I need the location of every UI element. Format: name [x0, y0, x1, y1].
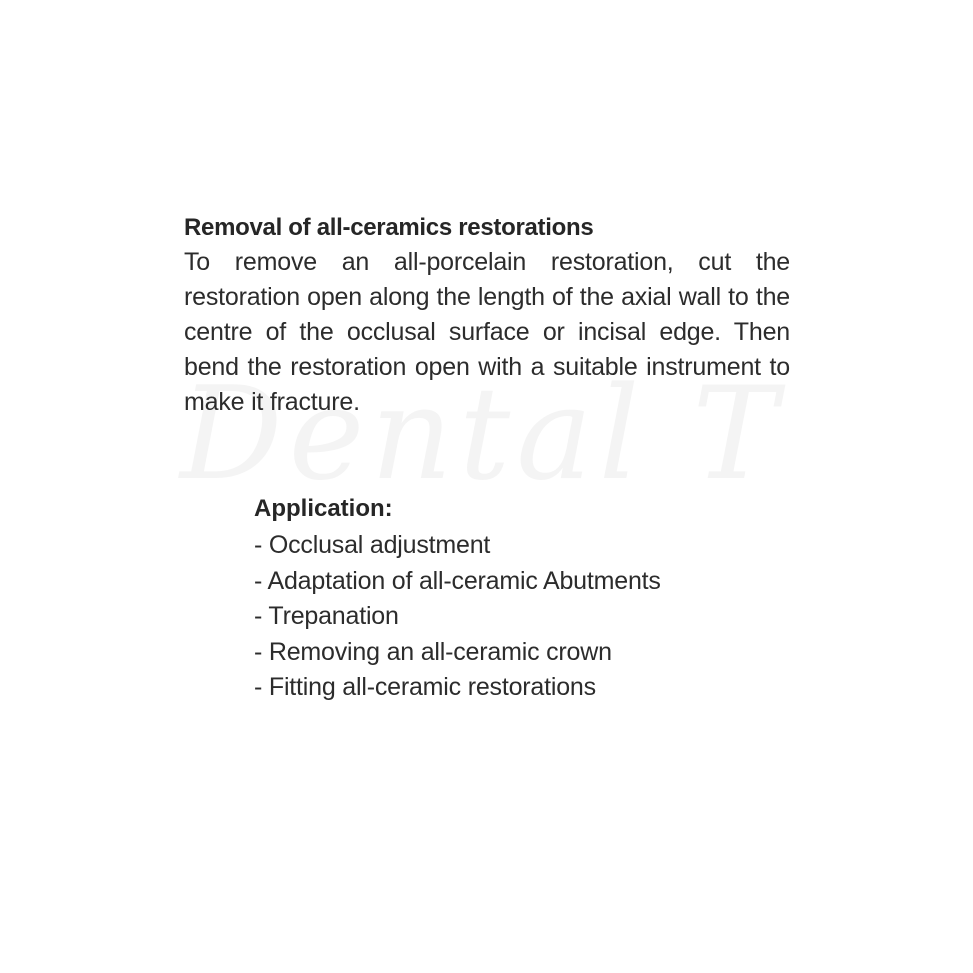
application-list: [254, 528, 814, 706]
application-item-trepanation: - Trepanation: [254, 602, 399, 630]
application-heading: Application:: [254, 495, 393, 522]
application-section: [254, 494, 814, 706]
application-item-occlusal-adjustment: - Occlusal adjustment: [254, 531, 491, 559]
application-item-removing-crown: - Removing an all-ceramic crown: [254, 637, 612, 666]
removal-section: [184, 213, 790, 420]
application-item-adaptation-abutments: - Adaptation of all-ceramic Abutments: [254, 566, 661, 595]
section-heading: Removal of all-ceramics restorations: [184, 214, 594, 241]
application-item-fitting-restorations: - Fitting all-ceramic restorations: [254, 673, 596, 701]
section-paragraph: To remove an all-porcelain restoration, cut the restoration open along the length of the axial wall to the centre of the occlusal surface or incisal edge. Then bend the restoration open with a suitable instrument to make it fracture.: [184, 248, 790, 416]
